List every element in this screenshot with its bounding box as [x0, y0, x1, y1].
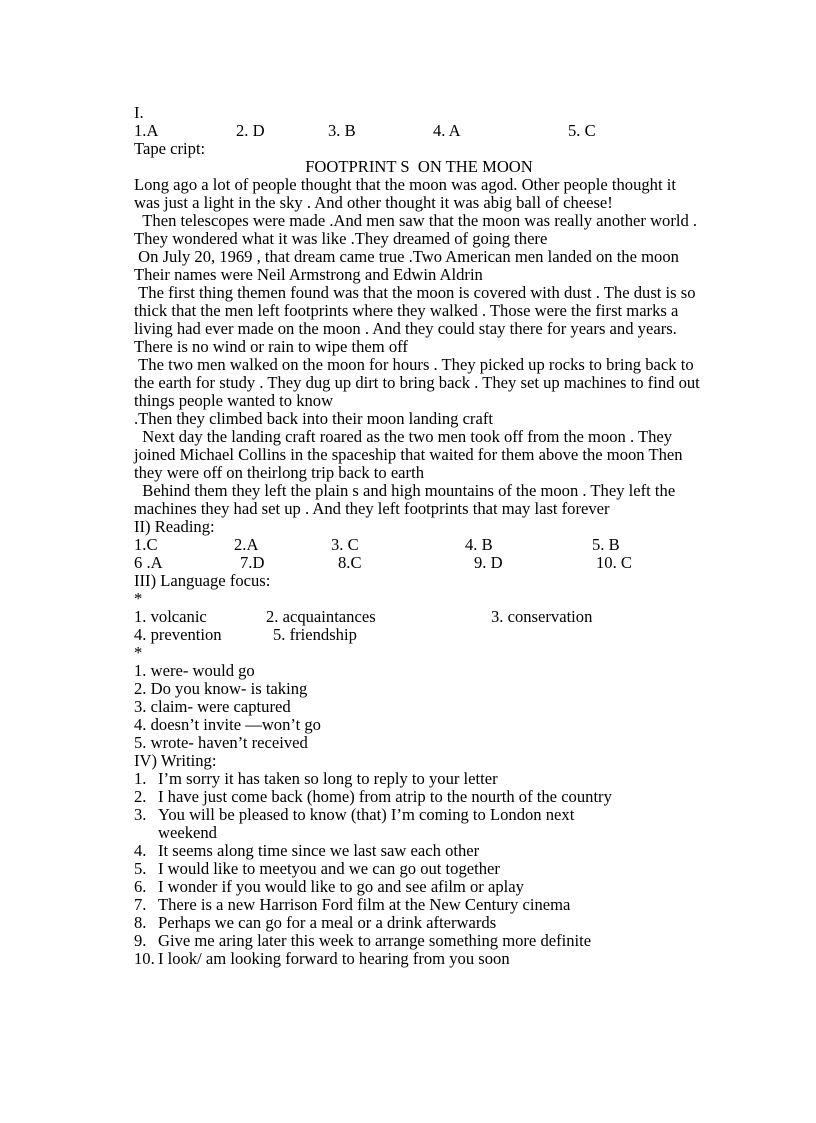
answer-item: 5. B — [592, 535, 620, 554]
writing-item-text: You will be pleased to know (that) I’m coming to London next weekend — [158, 805, 575, 842]
answer-item: 5. C — [568, 121, 596, 140]
section-2-heading: II) Reading: — [134, 517, 215, 536]
writing-item-number: 8. — [134, 913, 147, 932]
answer-item: 4. B — [465, 535, 493, 554]
verb-item: 5. wrote- haven’t received — [134, 733, 308, 752]
writing-item-number: 10. — [134, 949, 155, 968]
verb-item: 4. doesn’t invite —won’t go — [134, 715, 321, 734]
writing-item-text: Perhaps we can go for a meal or a drink afterwards — [158, 913, 497, 932]
writing-item-number: 5. — [134, 859, 147, 878]
writing-item-text: There is a new Harrison Ford film at the New Century cinema — [158, 895, 571, 914]
word-form-row — [134, 608, 704, 626]
writing-item — [134, 860, 704, 878]
tape-paragraph: Then telescopes were made .And men saw that the moon was really another world . They wondered what it was like .They dreamed of going there — [134, 211, 701, 248]
writing-item-text: I would like to meetyou and we can go out together — [158, 859, 500, 878]
answer-item: 9. D — [474, 553, 503, 572]
answer-item: 1.A — [134, 121, 159, 140]
answer-item: 3. B — [328, 121, 356, 140]
writing-item-number: 4. — [134, 841, 147, 860]
writing-item-number: 1. — [134, 769, 147, 788]
writing-item — [134, 878, 704, 896]
verb-item: 2. Do you know- is taking — [134, 679, 308, 698]
tape-paragraph: The two men walked on the moon for hours . They picked up rocks to bring back to the earth for study . They dug up dirt to bring back . They set up machines to find out things people wanted to know — [134, 355, 704, 410]
answer-item: 1.C — [134, 535, 158, 554]
answer-item: 6 .A — [134, 553, 163, 572]
verb-item: 3. claim- were captured — [134, 697, 291, 716]
writing-item-text: I look/ am looking forward to hearing from you soon — [158, 949, 510, 968]
writing-item-text: Give me aring later this week to arrange something more definite — [158, 931, 592, 950]
writing-item-number: 9. — [134, 931, 147, 950]
answer-key-page — [134, 104, 704, 968]
reading-answers-row — [134, 536, 704, 554]
listening-answers-row — [134, 122, 704, 140]
star-marker: * — [134, 589, 143, 608]
section-3-heading: III) Language focus: — [134, 571, 271, 590]
section-1-heading: I. — [134, 103, 144, 122]
answer-item: 7.D — [240, 553, 265, 572]
section-4-heading: IV) Writing: — [134, 751, 217, 770]
tape-paragraph: .Then they climbed back into their moon landing craft — [134, 409, 493, 428]
answer-item: 10. C — [596, 553, 632, 572]
tape-paragraph: The first thing themen found was that the moon is covered with dust . The dust is so thick that the men left footprints where they walked . Those were the first marks a living had ever made on the moon . And they could stay there for years and years. There is no wind or rain to wipe them off — [134, 283, 700, 356]
answer-item: 8.C — [338, 553, 362, 572]
writing-item — [134, 806, 704, 842]
answer-item: 4. A — [433, 121, 461, 140]
writing-item-text: I have just come back (home) from atrip to the nourth of the country — [158, 787, 612, 806]
word-item: 5. friendship — [273, 625, 357, 644]
writing-item — [134, 932, 704, 950]
tape-paragraph: Behind them they left the plain s and high mountains of the moon . They left the machines they had set up . And they left footprints that may last forever — [134, 481, 680, 518]
writing-item-text: I wonder if you would like to go and see afilm or aplay — [158, 877, 524, 896]
word-item: 3. conservation — [491, 607, 593, 626]
answer-item: 2. D — [236, 121, 265, 140]
writing-item-text: It seems along time since we last saw each other — [158, 841, 480, 860]
tape-paragraph: Next day the landing craft roared as the two men took off from the moon . They joined Michael Collins in the spaceship that waited for them above the moon Then they were off on theirlong trip back to earth — [134, 427, 687, 482]
tape-paragraph: Long ago a lot of people thought that the moon was agod. Other people thought it was just a light in the sky . And other thought it was abig ball of cheese! — [134, 175, 681, 212]
writing-item — [134, 914, 704, 932]
writing-item-number: 2. — [134, 787, 147, 806]
word-item: 2. acquaintances — [266, 607, 376, 626]
word-item: 4. prevention — [134, 625, 222, 644]
writing-item — [134, 770, 704, 788]
writing-item-number: 6. — [134, 877, 147, 896]
writing-item-number: 3. — [134, 805, 147, 824]
writing-item — [134, 842, 704, 860]
answer-item: 3. C — [331, 535, 359, 554]
answer-item: 2.A — [234, 535, 259, 554]
writing-item-text: I’m sorry it has taken so long to reply to your letter — [158, 769, 498, 788]
tape-script-title: FOOTPRINT S ON THE MOON — [305, 157, 533, 176]
tape-script-label: Tape cript: — [134, 139, 206, 158]
word-form-row — [134, 626, 704, 644]
tape-paragraph: On July 20, 1969 , that dream came true .Two American men landed on the moon Their names were Neil Armstrong and Edwin Aldrin — [134, 247, 683, 284]
verb-item: 1. were- would go — [134, 661, 255, 680]
writing-item — [134, 788, 704, 806]
reading-answers-row — [134, 554, 704, 572]
writing-item-number: 7. — [134, 895, 147, 914]
word-item: 1. volcanic — [134, 607, 207, 626]
writing-item — [134, 950, 704, 968]
writing-item — [134, 896, 704, 914]
star-marker: * — [134, 643, 143, 662]
